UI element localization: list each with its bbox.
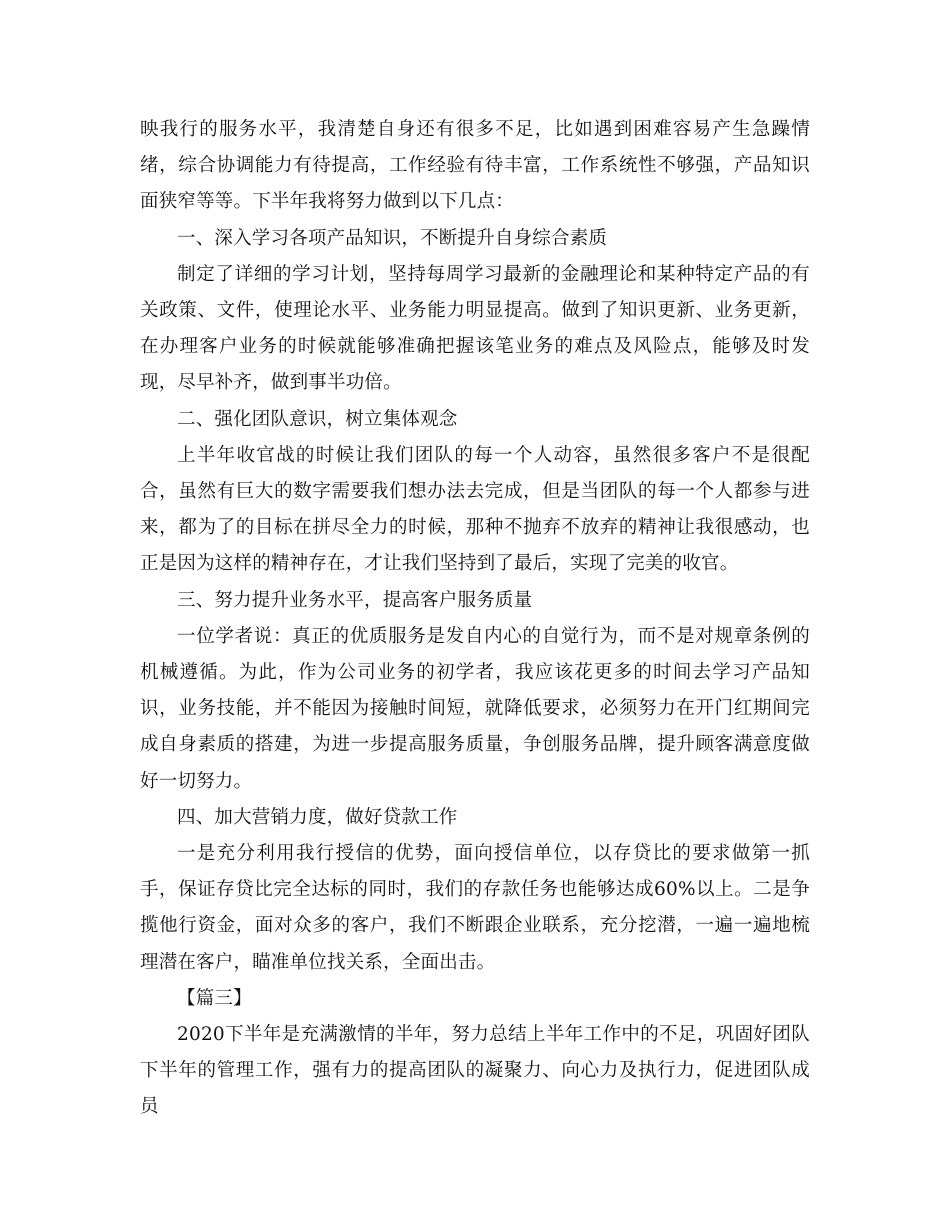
paragraph-continued: 映我行的服务水平，我清楚自身还有很多不足，比如遇到困难容易产生急躁情绪，综合协调能力有待提高，工作经验有待丰富，工作系统性不够强，产品知识面狭窄等等。下半年我将努力做到以下几点： bbox=[140, 119, 810, 213]
section-heading-3: 三、努力提升业务水平，提高客户服务质量 bbox=[177, 589, 533, 611]
paragraph-service-quality: 一位学者说：真正的优质服务是发自内心的自觉行为，而不是对规章条例的机械遵循。为此，作为公司业务的初学者，我应该花更多的时间去学习产品知识，业务技能，并不能因为接触时间短，就降低要求，必须努力在开门红期间完成自身素质的搭建，为进一步提高服务质量，争创服务品牌，提升顾客满意度做好一切努力。 bbox=[140, 625, 810, 792]
paragraph-marketing-loans: 一是充分利用我行授信的优势，面向授信单位，以存贷比的要求做第一抓手，保证存贷比完全达标的同时，我们的存款任务也能够达成60%以上。二是争揽他行资金，面对众多的客户，我们不断跟企业联系，充分挖潜，一遍一遍地梳理潜在客户，瞄准单位找关系，全面出击。 bbox=[140, 843, 810, 973]
paragraph-team-spirit: 上半年收官战的时候让我们团队的每一个人动容，虽然很多客户不是很配合，虽然有巨大的数字需要我们想办法去完成，但是当团队的每一个人都参与进来，都为了的目标在拼尽全力的时候，那种不抛弃不放弃的精神让我很感动，也正是因为这样的精神存在，才让我们坚持到了最后，实现了完美的收官。 bbox=[140, 444, 810, 575]
section-heading-1: 一、深入学习各项产品知识，不断提升自身综合素质 bbox=[177, 227, 608, 249]
paragraph-second-half-2020: 2020下半年是充满激情的半年，努力总结上半年工作中的不足，巩固好团队下半年的管理工作，强有力的提高团队的凝聚力、向心力及执行力，促进团队成员 bbox=[140, 1024, 810, 1118]
section-heading-2: 二、强化团队意识，树立集体观念 bbox=[177, 408, 458, 430]
paragraph-learning-plan: 制定了详细的学习计划，坚持每周学习最新的金融理论和某种特定产品的有关政策、文件，使理论水平、业务能力明显提高。做到了知识更新、业务更新，在办理客户业务的时候就能够准确把握该笔业务的难点及风险点，能够及时发现，尽早补齐，做到事半功倍。 bbox=[140, 263, 810, 394]
section-heading-4: 四、加大营销力度，做好贷款工作 bbox=[177, 806, 458, 828]
part-three-heading: 【篇三】 bbox=[177, 987, 252, 1009]
document-body bbox=[140, 112, 810, 1126]
